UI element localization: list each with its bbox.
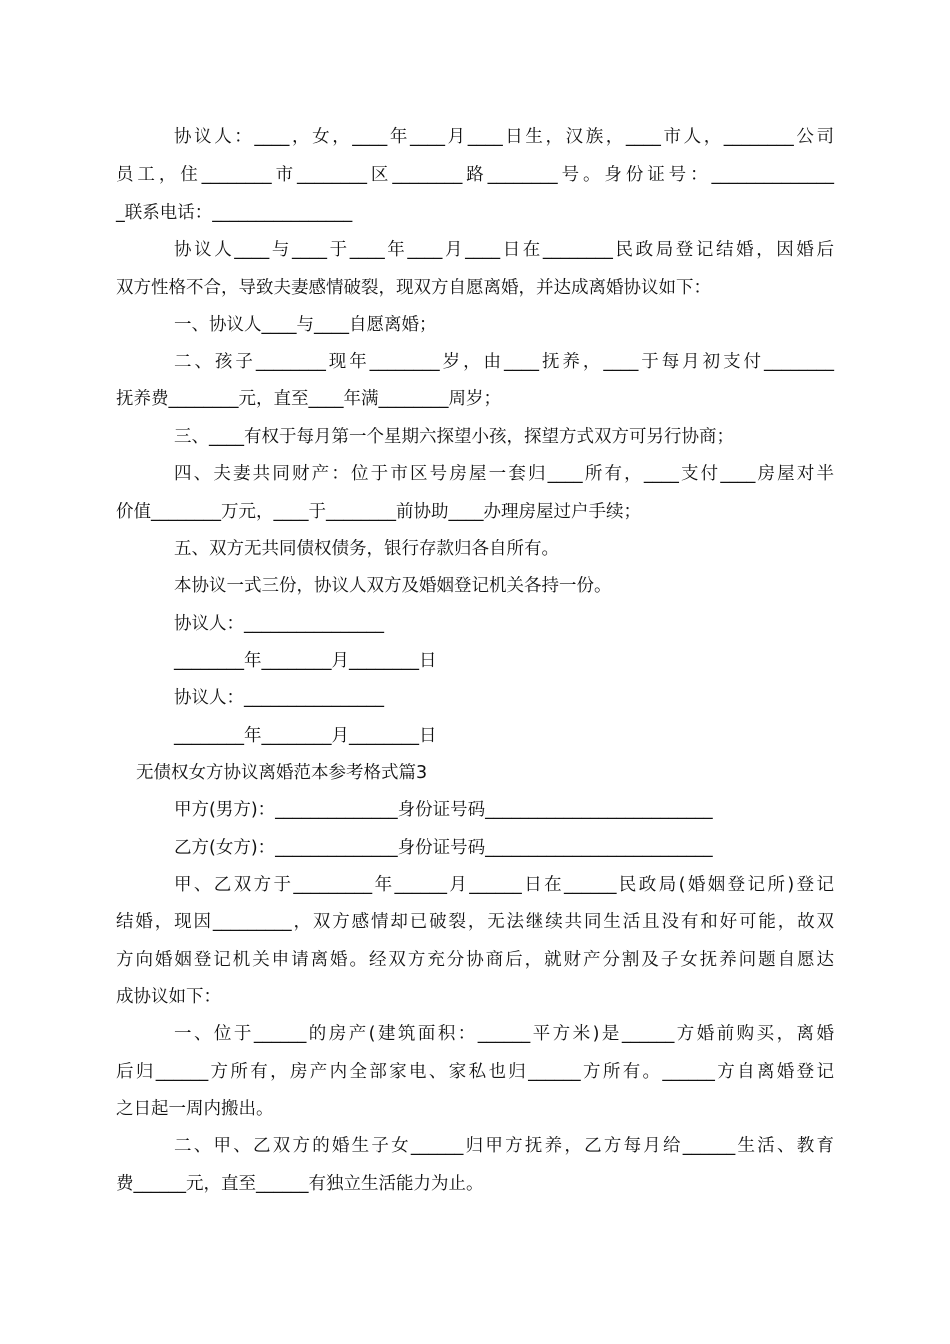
party-a-line: 甲方(男方)：______________身份证号码__________________________: [174, 800, 713, 820]
clause-4-line-1: 四、夫妻共同财产：位于市区号房屋一套归____所有，____支付____房屋对半: [174, 464, 834, 484]
property-clause-line-3: 之日起一周内搬出。: [116, 1099, 274, 1119]
agreement-intro-line-3: 方向婚姻登记机关申请离婚。经双方充分协商后，就财产分割及子女抚养问题自愿达: [116, 950, 834, 970]
clause-5: 五、双方无共同债权债务，银行存款归各自所有。: [174, 539, 559, 559]
property-clause-line-2: 后归______方所有，房产内全部家电、家私也归______方所有。______方自离婚登记: [116, 1062, 834, 1082]
party-b-line: 乙方(女方)：______________身份证号码__________________________: [174, 838, 713, 858]
signature-line-2: 协议人：________________: [174, 688, 384, 708]
marriage-statement-line-2: 双方性格不合，导致夫妻感情破裂，现双方自愿离婚，并达成离婚协议如下：: [116, 278, 711, 298]
agreement-intro-line-1: 甲、乙双方于_________年______月______日在______民政局(婚姻登记所)登记: [174, 875, 834, 895]
property-clause-line-1: 一、位于______的房产(建筑面积：______平方米)是______方婚前购买，离婚: [174, 1024, 834, 1044]
child-clause-line-1: 二、甲、乙双方的婚生子女______归甲方抚养，乙方每月给______生活、教育: [174, 1136, 834, 1156]
clause-2-line-2: 抚养费________元，直至____年满________周岁；: [116, 389, 501, 409]
clause-2-line-1: 二、孩子________现年________岁，由____抚养，____于每月初支付________: [174, 352, 834, 372]
party-one-info-line-1: 协议人：____，女，____年____月____日生，汉族，____市人，________公司: [174, 127, 834, 147]
clause-1: 一、协议人____与____自愿离婚；: [174, 315, 437, 335]
marriage-statement-line-1: 协议人____与____于____年____月____日在________民政局登记结婚，因婚后: [174, 240, 834, 260]
date-line-1: ________年________月________日: [174, 651, 437, 671]
section-title: 无债权女方协议离婚范本参考格式篇3: [136, 763, 428, 783]
party-one-info-line-3: _联系电话：________________: [116, 203, 353, 223]
party-one-info-line-2: 员工，住________市________区________路________号。身份证号：______________: [116, 165, 834, 185]
agreement-intro-line-4: 成协议如下：: [116, 987, 221, 1007]
signature-line-1: 协议人：________________: [174, 614, 384, 634]
child-clause-line-2: 费______元，直至______有独立生活能力为止。: [116, 1174, 484, 1194]
agreement-intro-line-2: 结婚，现因_________，双方感情却已破裂，无法继续共同生活且没有和好可能，故双: [116, 912, 834, 932]
copies-statement: 本协议一式三份，协议人双方及婚姻登记机关各持一份。: [174, 576, 612, 596]
clause-3: 三、____有权于每月第一个星期六探望小孩，探望方式双方可另行协商；: [174, 427, 734, 447]
clause-4-line-2: 价值________万元，____于________前协助____办理房屋过户手续；: [116, 502, 641, 522]
date-line-2: ________年________月________日: [174, 726, 437, 746]
